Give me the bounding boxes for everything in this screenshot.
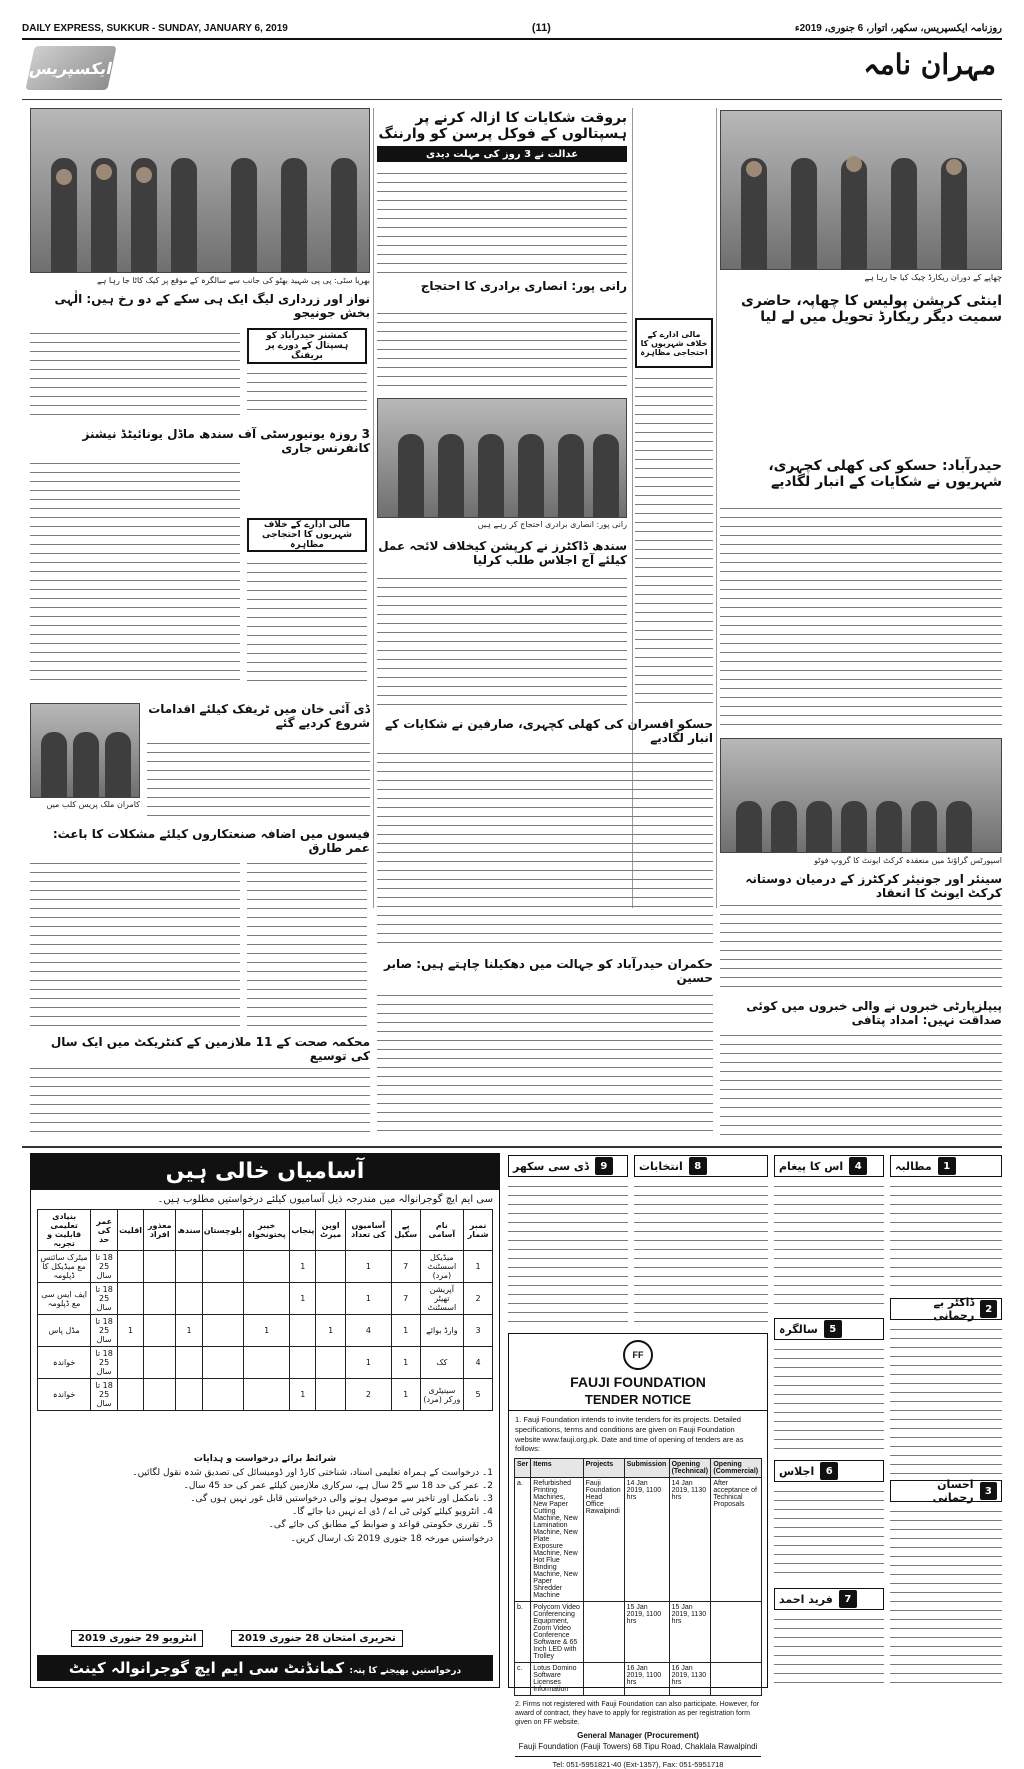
vacancy-cell	[290, 1347, 316, 1379]
article-text	[377, 990, 713, 1138]
rules-title: شرائط برائے درخواست و ہدایات	[193, 1454, 337, 1464]
vacancy-cell: 7	[391, 1283, 420, 1315]
article-text	[774, 1614, 884, 1688]
vacancy-header-cell: خیبر پختونخواہ	[243, 1210, 289, 1251]
column-header-3: 3 احسان رحمانی	[890, 1480, 1002, 1502]
tender-header-cell: Items	[531, 1459, 583, 1478]
tender-header-cell: Projects	[583, 1459, 624, 1478]
vacancy-cell: 1	[345, 1283, 391, 1315]
article-text	[247, 368, 367, 418]
column-header-8: 8 انتخابات	[634, 1155, 768, 1177]
rule-item: 5۔ تقرری حکومتی قواعد و ضوابط کے مطابق کی جائے گی۔	[268, 1520, 493, 1530]
vacancy-cell: 1	[345, 1251, 391, 1283]
photo-left-mid	[30, 703, 140, 798]
headline: حسکو افسران کی کھلی کچہری، صارفین نے شکایات کے انبار لگادیے	[385, 717, 713, 745]
article-text	[720, 503, 1002, 733]
newspaper-page	[22, 18, 1002, 1769]
photo-right-mid	[720, 738, 1002, 853]
photo-caption: بھریا سٹی: پی پی شہید بھٹو کی جانب سے سالگرہ کے موقع پر کیک کاٹا جا رہا ہے	[96, 276, 370, 285]
column-separator	[716, 108, 717, 908]
interview-date: انٹرویو 29 جنوری 2019	[71, 1630, 203, 1647]
vacancy-cell: 18 تا 25 سال	[91, 1347, 118, 1379]
headline: فیسوں میں اضافہ صنعتکاروں کیلئے مشکلات کا باعث: عمر طارق	[52, 827, 370, 855]
vacancy-cell: مڈل پاس	[38, 1315, 91, 1347]
column-header-4: 4 اس کا پیغام	[774, 1155, 884, 1177]
article-text	[377, 168, 627, 276]
vacancy-cell	[176, 1251, 202, 1283]
vacancy-header-cell: سندھ	[176, 1210, 202, 1251]
vacancy-cell: خواندہ	[38, 1379, 91, 1411]
vacancy-cell	[316, 1379, 345, 1411]
vacancy-cell: 1	[391, 1379, 420, 1411]
tender-note: 2. Firms not registered with Fauji Foundation can also participate. However, for award of contract, they have to apply for registration as per registration form given on FF website.	[515, 1701, 759, 1727]
masthead-left: DAILY EXPRESS, SUKKUR - SUNDAY, JANUARY 6, 2019	[22, 22, 288, 34]
tender-cell: c.	[515, 1663, 531, 1696]
vacancy-cell: خواندہ	[38, 1347, 91, 1379]
vacancy-cell	[202, 1379, 243, 1411]
tender-cell: 15 Jan 2019, 1100 hrs	[624, 1602, 669, 1663]
vacancy-cell: 18 تا 25 سال	[91, 1251, 118, 1283]
tender-org: FAUJI FOUNDATION	[570, 1374, 706, 1390]
rules-list	[37, 1468, 493, 1530]
headline: ڈی آئی خان میں ٹریفک کیلئے اقدامات شروع کردیے گئے	[148, 702, 370, 730]
vacancy-cell: میٹرک سائنس مع میڈیکل کا ڈپلومہ	[38, 1251, 91, 1283]
tender-cell: 15 Jan 2019, 1130 hrs	[669, 1602, 711, 1663]
article-text	[247, 558, 367, 688]
tender-cell: a.	[515, 1478, 531, 1602]
article-text	[30, 328, 240, 418]
photo-caption: رانی پور: انصاری برادری احتجاج کر رہے ہیں	[477, 520, 627, 529]
section-title: مہران نامہ	[863, 48, 996, 81]
tender-header-cell: Opening (Technical)	[669, 1459, 711, 1478]
photo-caption: چھاپے کے دوران ریکارڈ چیک کیا جا رہا ہے	[864, 273, 1002, 282]
tender-cell: 16 Jan 2019, 1100 hrs	[624, 1663, 669, 1696]
vacancy-cell	[316, 1283, 345, 1315]
address: کمانڈنٹ سی ایم ایچ گوجرانوالہ کینٹ	[68, 1659, 345, 1677]
vacancy-cell: 2	[345, 1379, 391, 1411]
vacancy-table	[37, 1209, 493, 1411]
gm-address: Fauji Foundation (Fauji Towers) 68 Tipu Road, Chaklala Rawalpindi	[518, 1742, 758, 1752]
article-text	[720, 900, 1002, 995]
vacancy-cell	[176, 1283, 202, 1315]
boxed-headline: کمشنر حیدرآباد کو ہسپتال کے دورے پر بریفنگ	[247, 328, 367, 364]
vacancy-header-cell: اوپن میرٹ	[316, 1210, 345, 1251]
vacancy-cell	[144, 1347, 176, 1379]
vacancy-cell	[202, 1283, 243, 1315]
vacancy-header-cell: نمبر شمار	[464, 1210, 493, 1251]
vacancy-cell	[176, 1347, 202, 1379]
vacancy-cell: 2	[464, 1283, 493, 1315]
vacancy-header-cell: معذور افراد	[144, 1210, 176, 1251]
article-text	[720, 1030, 1002, 1140]
vacancy-cell: 1	[316, 1315, 345, 1347]
ad-intro: سی ایم ایچ گوجرانوالہ میں مندرجہ ذیل آسامیوں کیلئے درخواستیں مطلوب ہیں۔	[157, 1194, 493, 1205]
headline: پیپلزپارٹی خبروں نے والی خبروں میں کوئی صداقت نہیں: امداد پتافی	[746, 999, 1002, 1027]
vacancy-cell: 3	[464, 1315, 493, 1347]
column-header-2: 2 ڈاکٹر بے رحمانی	[890, 1298, 1002, 1320]
vacancy-cell: وارڈ بوائے	[420, 1315, 464, 1347]
tender-cell: 14 Jan 2019, 1100 hrs	[624, 1478, 669, 1602]
vacancy-cell: 1	[391, 1347, 420, 1379]
vacancy-cell: 1	[391, 1315, 420, 1347]
article-text	[377, 748, 713, 948]
tender-cell: Refurbished Printing Machines, New Paper Cutting Machine, New Lamination Machine, New Plate Exposure Machine, New Hot Flue Binding Machine, New Paper Shredder Machine	[531, 1478, 583, 1602]
vacancy-header-cell: پے سکیل	[391, 1210, 420, 1251]
rule-item: 2۔ عمر کی حد 18 سے 25 سال ہے، سرکاری ملازمین کیلئے عمر کی حد 45 سال۔	[183, 1481, 493, 1491]
article-text	[774, 1181, 884, 1311]
headline: بروقت شکایات کا ازالہ کرنے پر ہسپتالوں کے فوکل پرسن کو وارننگ	[378, 110, 627, 143]
photo-right-top	[720, 110, 1002, 270]
tender-title: TENDER NOTICE	[509, 1392, 767, 1411]
article-text	[377, 308, 627, 393]
article-text	[377, 573, 627, 713]
vacancy-cell: 1	[290, 1251, 316, 1283]
vacancy-cell: ایف ایس سی مع ڈپلومہ	[38, 1283, 91, 1315]
vacancy-cell: کک	[420, 1347, 464, 1379]
vacancy-cell	[202, 1315, 243, 1347]
brand-row	[22, 40, 1002, 100]
boxed-headline: مالی ادارے کے خلاف شہریوں کا احتجاجی مظاہرہ	[635, 318, 713, 368]
tender-table	[514, 1458, 762, 1696]
vacancy-cell	[176, 1379, 202, 1411]
rule-item: 1۔ درخواست کے ہمراہ تعلیمی اسناد، شناختی کارڈ اور ڈومیسائل کی تصدیق شدہ نقول لگائیں۔	[132, 1468, 493, 1478]
photo-mid	[377, 398, 627, 518]
vacancy-cell	[290, 1315, 316, 1347]
express-logo: ایکسپریس	[25, 46, 116, 90]
vacancy-cell	[243, 1379, 289, 1411]
tender-cell	[711, 1602, 762, 1663]
tender-cell	[711, 1663, 762, 1696]
deadline-note: درخواستیں مورخہ 18 جنوری 2019 تک ارسال کریں۔	[290, 1534, 493, 1544]
headline: نواز اور زرداری لیگ ایک ہی سکے کے دو رخ ہیں: الٰہی بخش جونیجو	[54, 292, 370, 320]
tender-header-cell: Submission	[624, 1459, 669, 1478]
tender-contact: Tel: 051-5951821-40 (Ext-1357), Fax: 051-5951718	[515, 1756, 761, 1769]
tender-cell	[583, 1602, 624, 1663]
vacancy-cell	[118, 1347, 144, 1379]
vacancy-cell	[118, 1379, 144, 1411]
vacancy-header-cell: پنجاب	[290, 1210, 316, 1251]
article-text	[247, 858, 367, 1028]
tender-cell: b.	[515, 1602, 531, 1663]
tender-cell: 16 Jan 2019, 1130 hrs	[669, 1663, 711, 1696]
vacancy-header-cell: بنیادی تعلیمی قابلیت و تجربہ	[38, 1210, 91, 1251]
vacancy-cell: 1	[243, 1315, 289, 1347]
column-header-7: 7 فرید احمد	[774, 1588, 884, 1610]
vacancy-cell	[202, 1251, 243, 1283]
vacancy-header-cell: عمر کی حد	[91, 1210, 118, 1251]
vacancy-cell: 1	[464, 1251, 493, 1283]
article-text	[890, 1324, 1002, 1474]
vacancy-cell	[144, 1315, 176, 1347]
vacancy-cell: 18 تا 25 سال	[91, 1283, 118, 1315]
vacancy-cell: 1	[118, 1315, 144, 1347]
headline: حکمران حیدرآباد کو جہالت میں دھکیلنا چاہتے ہیں: صابر حسین	[384, 957, 713, 985]
vacancy-cell	[144, 1379, 176, 1411]
vacancy-header-cell: اقلیت	[118, 1210, 144, 1251]
headline: 3 روزہ یونیورسٹی آف سندھ ماڈل یونائیٹڈ نیشنز کانفرنس جاری	[82, 427, 370, 455]
tender-notice	[508, 1333, 768, 1769]
address-bar: درخواستیں بھیجنے کا پتہ: کمانڈنٹ سی ایم ایچ گوجرانوالہ کینٹ	[37, 1655, 493, 1681]
vacancy-cell: 5	[464, 1379, 493, 1411]
article-text	[508, 1181, 628, 1326]
vacancy-row	[38, 1315, 493, 1347]
photo-caption: کامران ملک پریس کلب میں	[46, 800, 140, 809]
article-text	[774, 1486, 884, 1581]
headline: رانی پور: انصاری برادری کا احتجاج	[420, 279, 627, 293]
masthead-right: روزنامہ ایکسپریس، سکھر، اتوار، 6 جنوری، 2019ء	[794, 22, 1002, 34]
article-text	[30, 458, 240, 688]
vacancy-row	[38, 1251, 493, 1283]
rule-item: 3۔ نامکمل اور تاخیر سے موصول ہونے والی درخواستیں قابل غور نہیں ہوں گی۔	[190, 1494, 493, 1504]
tender-cell: After acceptance of Technical Proposals	[711, 1478, 762, 1602]
photo-caption: اسپورٹس گراؤنڈ میں منعقدہ کرکٹ ایونٹ کا گروپ فوٹو	[814, 856, 1002, 865]
vacancy-header-cell: آسامیوں کی تعداد	[345, 1210, 391, 1251]
vacancy-cell: 18 تا 25 سال	[91, 1315, 118, 1347]
boxed-headline: مالی ادارے کے خلاف شہریوں کا احتجاجی مظاہرہ	[247, 518, 367, 552]
article-text	[147, 738, 370, 818]
page-number: (11)	[531, 22, 551, 34]
vacancy-row	[38, 1283, 493, 1315]
column-header-1: 1 مطالبہ	[890, 1155, 1002, 1177]
tender-row	[515, 1478, 762, 1602]
vacancy-cell	[144, 1283, 176, 1315]
column-header-9: 9 ڈی سی سکھر	[508, 1155, 628, 1177]
vacancy-cell: 4	[464, 1347, 493, 1379]
headline: سندھ ڈاکٹرز نے کرپشن کیخلاف لائحہ عمل کیلئے آج اجلاس طلب کرلیا	[378, 539, 627, 567]
tender-cell: 14 Jan 2019, 1130 hrs	[669, 1478, 711, 1602]
headline: محکمہ صحت کے 11 ملازمین کے کنٹریکٹ میں ایک سال کی توسیع	[50, 1035, 370, 1063]
vacancy-row	[38, 1347, 493, 1379]
vacancy-cell	[316, 1347, 345, 1379]
vacancy-cell	[243, 1347, 289, 1379]
column-header-6: 6 اجلاس	[774, 1460, 884, 1482]
rules-section	[37, 1454, 493, 1544]
general-manager: General Manager (Procurement)	[577, 1731, 699, 1741]
vacancy-advertisement	[30, 1153, 500, 1688]
vacancy-cell: 7	[391, 1251, 420, 1283]
article-text	[890, 1506, 1002, 1688]
headline: حیدرآباد: حسکو کی کھلی کچہری، شہریوں نے شکایات کے انبار لگادیے	[768, 458, 1002, 491]
rule-item: 4۔ انٹرویو کیلئے کوئی ٹی اے / ڈی اے نہیں دیا جائے گا۔	[291, 1507, 493, 1517]
vacancy-cell: آپریشن تھیٹر اسسٹنٹ	[420, 1283, 464, 1315]
article-text	[634, 1181, 768, 1326]
vacancy-header-cell: بلوچستان	[202, 1210, 243, 1251]
section-rule	[22, 1146, 1002, 1148]
article-text	[30, 858, 240, 1028]
vacancy-cell: 1	[290, 1379, 316, 1411]
vacancy-cell: 1	[176, 1315, 202, 1347]
vacancy-cell	[118, 1283, 144, 1315]
tender-header-cell: Ser	[515, 1459, 531, 1478]
vacancy-cell	[243, 1251, 289, 1283]
vacancy-cell: 18 تا 25 سال	[91, 1379, 118, 1411]
masthead	[22, 18, 1002, 40]
tender-intro: 1. Fauji Foundation intends to invite tenders for its projects. Detailed specifications, terms and conditions are given on Fauji Foundation website www.fauji.org.pk. Date and time of opening of tenders are as follows:	[515, 1415, 744, 1454]
vacancy-header-cell: نام آسامی	[420, 1210, 464, 1251]
fauji-foundation-logo-icon: FF	[623, 1340, 653, 1370]
tender-header-cell: Opening (Commercial)	[711, 1459, 762, 1478]
vacancy-cell: 1	[345, 1347, 391, 1379]
tender-cell	[583, 1663, 624, 1696]
subheadline: عدالت نے 3 روز کی مہلت دیدی	[377, 146, 627, 162]
article-text	[635, 373, 713, 703]
tender-row	[515, 1663, 762, 1696]
tender-cell: Polycom Video Conferencing Equipment, Zoom Video Conference Software & 65 Inch LED with Trolley	[531, 1602, 583, 1663]
vacancy-cell	[243, 1283, 289, 1315]
column-header-5: 5 سالگرہ	[774, 1318, 884, 1340]
headline: اینٹی کرپشن پولیس کا چھاپہ، حاضری سمیت دیگر ریکارڈ تحویل میں لے لیا	[741, 293, 1002, 326]
column-separator	[373, 108, 374, 908]
ad-title: آسامیاں خالی ہیں	[31, 1154, 499, 1190]
headline: سینئر اور جونیئر کرکٹرز کے درمیان دوستانہ کرکٹ ایونٹ کا انعقاد	[745, 872, 1002, 900]
vacancy-cell	[118, 1251, 144, 1283]
vacancy-cell	[316, 1251, 345, 1283]
vacancy-row	[38, 1379, 493, 1411]
test-date: تحریری امتحان 28 جنوری 2019	[231, 1630, 403, 1647]
article-text	[890, 1181, 1002, 1291]
vacancy-cell: سینیٹری ورکر (مرد)	[420, 1379, 464, 1411]
vacancy-cell	[144, 1251, 176, 1283]
tender-cell: Lotus Domino Software Licenses Information	[531, 1663, 583, 1696]
vacancy-cell	[202, 1347, 243, 1379]
tender-row	[515, 1602, 762, 1663]
article-text	[30, 1063, 370, 1138]
vacancy-cell: میڈیکل اسسٹنٹ (مرد)	[420, 1251, 464, 1283]
vacancy-cell: 4	[345, 1315, 391, 1347]
article-text	[774, 1344, 884, 1454]
tender-cell: Fauji Foundation Head Office Rawalpindi	[583, 1478, 624, 1602]
vacancy-cell: 1	[290, 1283, 316, 1315]
photo-left-top	[30, 108, 370, 273]
